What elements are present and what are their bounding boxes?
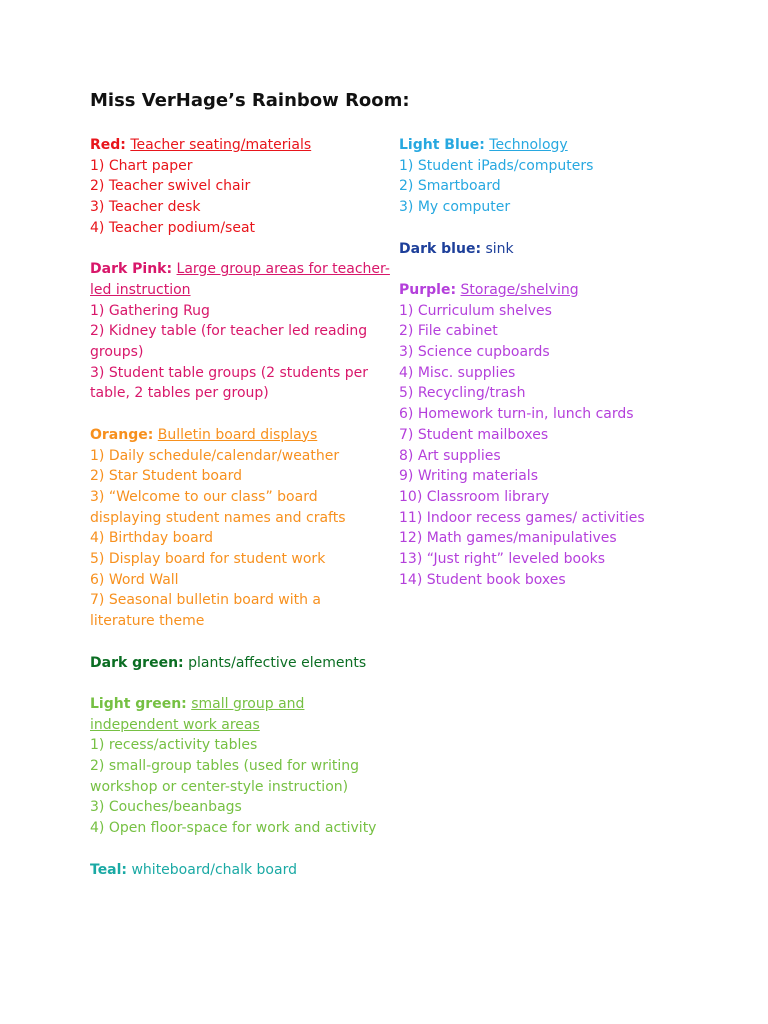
section-header — [90, 259, 390, 300]
list-item: 3) “Welcome to our class” board displaying student names and crafts — [90, 488, 346, 526]
list-item: 4) Open floor-space for work and activity — [90, 820, 377, 837]
section-header — [90, 860, 390, 881]
page-title: Miss VerHage’s Rainbow Room: — [90, 90, 410, 111]
list-item: 1) Gathering Rug — [90, 302, 210, 319]
section-description: Bulletin board displays — [157, 426, 318, 443]
section-label: Dark Pink: — [90, 261, 173, 278]
section-header — [90, 135, 390, 156]
section-header — [399, 135, 699, 156]
list-item: 2) Kidney table (for teacher led reading groups) — [90, 323, 368, 361]
right-column — [399, 135, 699, 611]
section-description: whiteboard/chalk board — [131, 861, 297, 878]
list-item: 2) Smartboard — [399, 178, 501, 195]
list-item: 4) Misc. supplies — [399, 364, 516, 381]
section-purple — [399, 280, 699, 591]
section-description: Technology — [489, 137, 568, 153]
list-item: 8) Art supplies — [399, 447, 501, 464]
list-item: 6) Homework turn-in, lunch cards — [399, 406, 634, 423]
section-header — [399, 280, 699, 301]
section-header — [90, 653, 390, 674]
section-label: Dark blue: — [399, 240, 482, 257]
list-item: 4) Birthday board — [90, 530, 214, 547]
section-label: Light green: — [90, 695, 187, 712]
section-red — [90, 135, 390, 239]
section-description: small group and independent work areas — [90, 695, 305, 733]
list-item: 14) Student book boxes — [399, 571, 566, 588]
section-label: Purple: — [399, 281, 457, 298]
left-column — [90, 135, 390, 901]
section-label: Orange: — [90, 426, 154, 443]
list-item: 9) Writing materials — [399, 468, 538, 485]
section-label: Red: — [90, 137, 126, 153]
section-description: Teacher seating/materials — [130, 137, 312, 153]
list-item: 13) “Just right” leveled books — [399, 551, 606, 568]
list-item: 2) File cabinet — [399, 323, 498, 340]
list-item: 3) Couches/beanbags — [90, 799, 242, 816]
list-item: 4) Teacher podium/seat — [90, 219, 256, 236]
list-item: 10) Classroom library — [399, 488, 550, 505]
section-header — [90, 425, 390, 446]
list-item: 3) Science cupboards — [399, 344, 550, 360]
list-item: 11) Indoor recess games/ activities — [399, 509, 645, 526]
section-description: plants/affective elements — [188, 654, 367, 671]
list-item: 7) Seasonal bulletin board with a literature theme — [90, 592, 322, 630]
section-light-blue — [399, 135, 699, 218]
section-light-green — [90, 694, 390, 839]
section-teal — [90, 860, 390, 881]
list-item: 3) Student table groups (2 students per table, 2 tables per group) — [90, 364, 369, 402]
section-label: Light Blue: — [399, 137, 485, 153]
list-item: 7) Student mailboxes — [399, 426, 549, 443]
list-item: 2) small-group tables (used for writing workshop or center-style instruction) — [90, 758, 359, 795]
section-dark-pink — [90, 259, 390, 404]
list-item: 1) Student iPads/computers — [399, 157, 594, 174]
list-item: 6) Word Wall — [90, 571, 179, 588]
list-item: 2) Star Student board — [90, 468, 242, 485]
section-description: sink — [485, 240, 514, 257]
section-dark-blue — [399, 239, 699, 260]
list-item: 1) Daily schedule/calendar/weather — [90, 447, 340, 464]
list-item: 1) recess/activity tables — [90, 737, 258, 754]
list-item: 3) Teacher desk — [90, 199, 201, 216]
list-item: 12) Math games/manipulatives — [399, 530, 617, 547]
list-item: 3) My computer — [399, 199, 511, 216]
section-description: Large group areas for teacher-led instruction — [90, 261, 390, 298]
list-item: 1) Chart paper — [90, 157, 193, 174]
list-item: 2) Teacher swivel chair — [90, 178, 251, 195]
section-label: Teal: — [90, 861, 128, 878]
list-item: 5) Recycling/trash — [399, 385, 526, 402]
section-description: Storage/shelving — [460, 281, 579, 298]
section-label: Dark green: — [90, 654, 184, 671]
list-item: 5) Display board for student work — [90, 551, 326, 568]
section-dark-green — [90, 653, 390, 674]
section-header — [399, 239, 699, 260]
section-orange — [90, 425, 390, 632]
list-item: 1) Curriculum shelves — [399, 302, 552, 319]
section-header — [90, 694, 390, 735]
